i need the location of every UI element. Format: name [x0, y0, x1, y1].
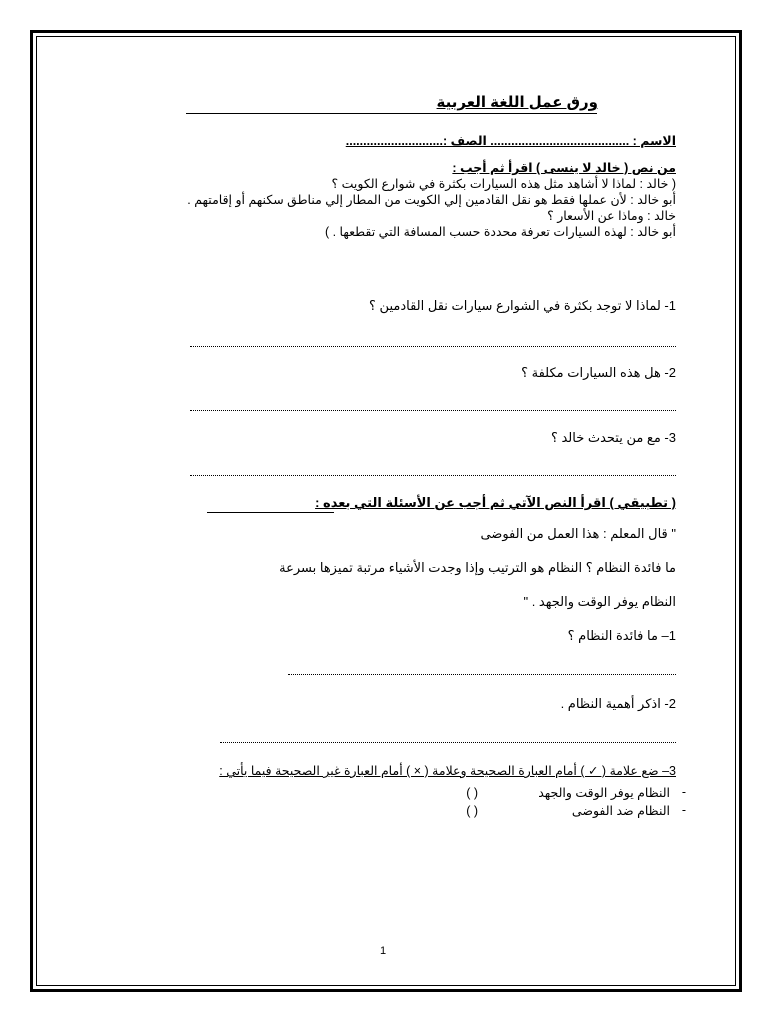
answer-line-2[interactable] [190, 410, 676, 411]
passage-line: أبو خالد : لأن عملها فقط هو نقل القادمين إلي الكويت من المطار إلي مناطق سكنهم أو إقامتهم . [187, 193, 676, 207]
answer-line-1[interactable] [190, 346, 676, 347]
answer-line-5[interactable] [220, 742, 676, 743]
answer-box-2[interactable]: ( ) [466, 804, 478, 818]
passage-line: " قال المعلم : هذا العمل من الفوضى [480, 526, 676, 541]
question-1: 1- لماذا لا توجد بكثرة في الشوارع سيارات نقل القادمين ؟ [369, 298, 676, 313]
section3-heading: 3– ضع علامة ( ✓ ) أمام العبارة الصحيحة وعلامة ( × ) أمام العبارة غير الصحيحة فيما يأتي : [219, 764, 676, 778]
answer-box-1[interactable]: ( ) [466, 786, 478, 800]
passage-line: خالد : وماذا عن الأسعار ؟ [547, 209, 676, 223]
passage-line: ( خالد : لماذا لا أشاهد مثل هذه السيارات بكثرة في شوارع الكويت ؟ [331, 177, 676, 191]
page-number: 1 [380, 945, 387, 957]
question-1: 1– ما فائدة النظام ؟ [567, 628, 676, 643]
name-class-field[interactable]: الاسم : ........................................ الصف :............................ [345, 134, 676, 148]
bullet: - [681, 803, 686, 817]
worksheet-title: ورق عمل اللغة العربية [436, 94, 598, 111]
passage-line: النظام يوفر الوقت والجهد . " [523, 594, 676, 609]
question-2: 2- اذكر أهمية النظام . [560, 696, 676, 711]
passage-line: أبو خالد : لهذه السيارات تعرفة محددة حسب المسافة التي تقطعها . ) [324, 225, 676, 239]
question-2: 2- هل هذه السيارات مكلفة ؟ [521, 365, 676, 380]
answer-line-3[interactable] [190, 475, 676, 476]
answer-line-4[interactable] [288, 674, 676, 675]
statement-1: النظام يوفر الوقت والجهد [538, 786, 670, 800]
title-underline [186, 113, 597, 114]
passage-line: ما فائدة النظام ؟ النظام هو الترتيب وإذا وجدت الأشياء مرتبة تميزها بسرعة [279, 560, 676, 575]
question-3: 3- مع من يتحدث خالد ؟ [550, 430, 676, 445]
bullet: - [681, 785, 686, 799]
section2-heading: ( تطبيقي ) اقرأ النص الآتي ثم أجب عن الأسئلة التي بعده : [315, 495, 676, 510]
heading-underline [207, 512, 334, 513]
statement-2: النظام ضد الفوضى [571, 804, 670, 818]
section1-heading: من نص ( خالد لا ينسى ) اقرأ ثم أجب : [452, 161, 676, 175]
